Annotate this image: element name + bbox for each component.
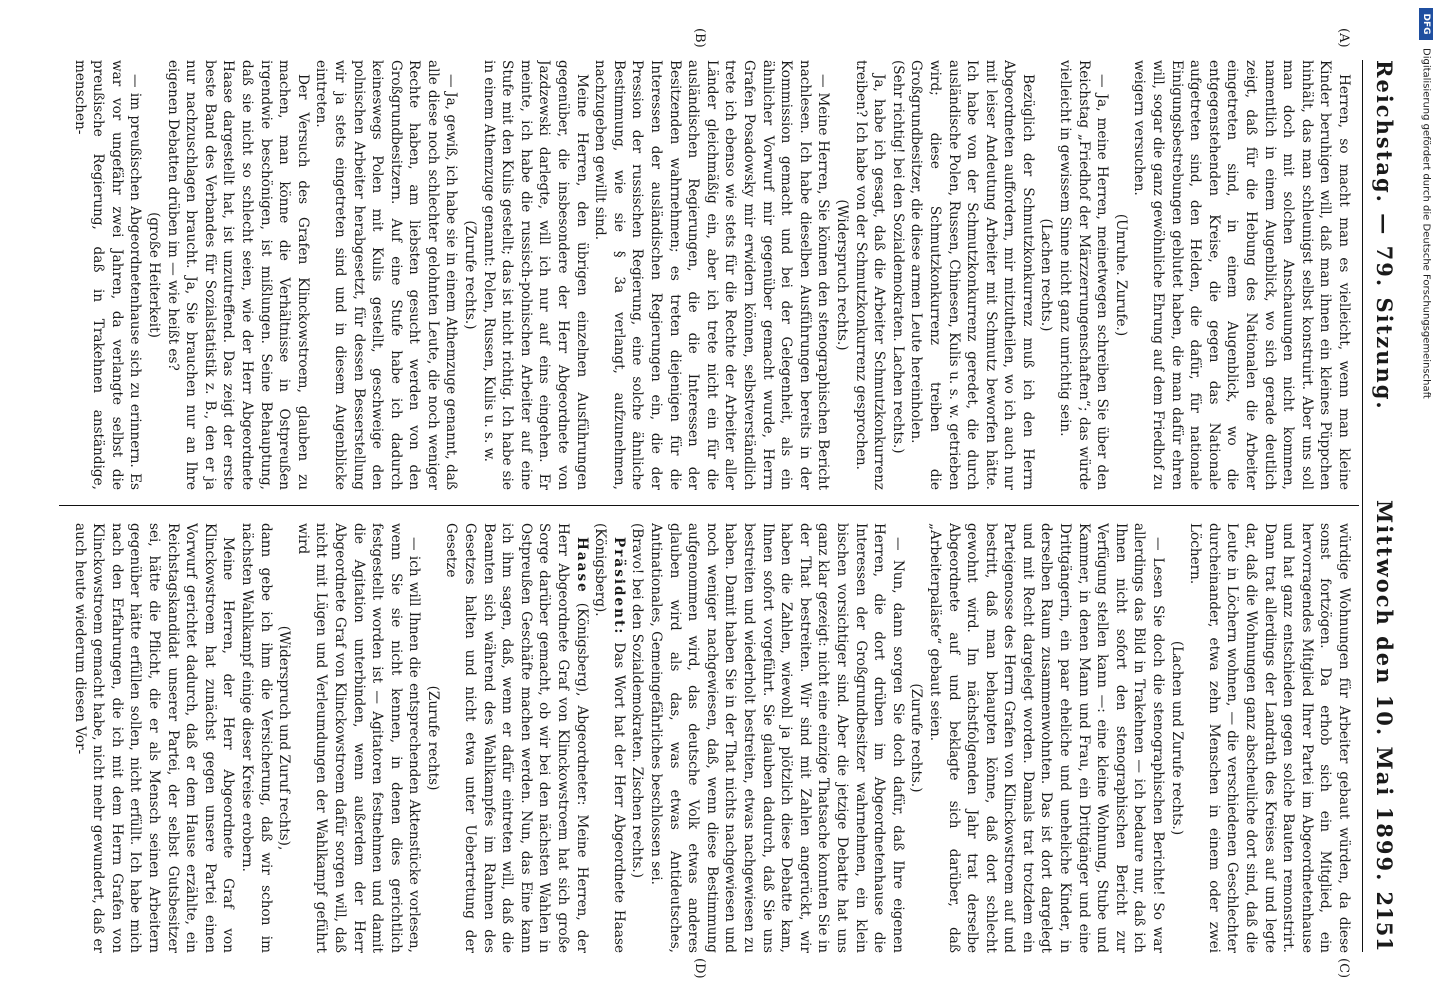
paragraph: — Nun, dann sorgen Sie doch dafür, daß Ihre eigenen Herren, die dort drüben im Abgeordnetenhause die Interessen der Großgrundbesitzer wahrnehmen, ein klein bischen vorsichtiger sind. Aber die jetzige Debatte hat uns ganz klar gezeigt: nicht eine einzige Thatsache konnten Sie in der That bestreiten. Wir sind mit Zahlen angerückt, wir haben die Zahlen, wiewohl ja plötzlich diese Debatte kam, Ihnen sofort vorgeführt. Sie glauben dadurch, daß Sie uns bestreiten und wiederholt bestreiten, etwas nachgewiesen zu haben. Damit haben Sie in der That nichts nachgewiesen und noch weniger nachgewiesen, daß, wenn diese Bestimmung aufgenommen wird, das deutsche Volk etwas anderes glauben wird als das, was etwas Antideutsches, Antinationales, Gemeingefährliches beschlossen sei.: [648, 523, 906, 953]
paragraph: dann gebe ich ihm die Versicherung, daß wir schon im nächsten Wahlkampf einige dieser Kreise erobern.: [238, 523, 274, 953]
page-header: [1363, 60, 1397, 952]
paragraph: Herren, so macht man es vielleicht, wenn man kleine Kinder beruhigen will, daß man ihnen ein kleines Püppchen hinhält, das man schleunigst selbst konstruirt. Aber uns soll man doch mit solchen Anschauungen nicht kommen, namentlich in einem Augenblick, wo sich gerade deutlich zeigt, daß für die Hebung des Nationalen die Arbeiter eingetreten sind, in einem Augenblick, wo die entgegenstehenden Kreise, die gegen das Nationale aufgetreten sind, den Helden, die dafür, für nationale Einigungsbestrebungen geblutet haben, die man dafür ehren will, sogar die ganz gewöhnliche Ehrung auf dem Friedhof zu weigern versuchen.: [1131, 60, 1352, 490]
paragraph: — Meine Herren, Sie können den stenographischen Bericht nachlesen. Ich habe dieselben Ausführungen bereits in der Kommission gemacht und bei der Gelegenheit, als ein ähnlicher Vorwurf mir gegenüber gemacht wurde, Herrn Grafen Posadowsky mir erwidern können, selbstverständlich trete ich ebenso wie stets für die Rechte der Arbeiter aller Länder gleichmäßig ein, aber ich trete nicht ein für die ausländischen Regierungen, die die Interessen der Besitzenden wahrnehmen; es treten diejenigen für die Interessen der ausländischen Regierungen ein, die der Pression der russischen Regierung, eine solche ähnliche Bestimmung, wie sie § 3a verlangt, aufzunehmen, nachzugeben gewillt sind.: [592, 60, 832, 490]
paragraph: — Ja, gewiß, ich habe sie in einem Athemzuge genannt, daß alle diese noch schlechter gelohnten Leute, die noch weniger Rechte haben, am liebsten gesucht werden von den Großgrundbesitzern. Auf eine Stufe habe ich dadurch keineswegs Polen mit Kulis gestellt, geschweige den polnischen Arbeiter herabgesetzt, für dessen Besserstellung wir ja stets eingetreten sind und in diesem Augenblicke eintreten.: [313, 60, 460, 490]
paragraph: Meine Herren, der Herr Abgeordnete Graf von Klinckowstroem hat zunächst gegen unsere Partei einen Vorwurf gerichtet dadurch, daß er dem Hause erzählte, ein Reichstagskandidat unserer Partei, der selbst Gutsbesitzer sei, hätte die Pflicht, die er als Mensch seinen Arbeitern gegenüber hätte erfüllen sollen, nicht erfüllt. Ich habe mich nach den Erfahrungen, die ich mit dem Herrn Grafen von Klinckowstroem gemacht habe, nicht mehr gewundert, daß er auch heute wiederum diesen Vor-: [71, 523, 237, 953]
right-column: [53, 523, 1353, 953]
margin-marker-c: (C): [1336, 958, 1351, 979]
paragraph: — ich will Ihnen die entsprechenden Aktenstücke vorlesen, wenn Sie sie nicht kennen, in denen dies gerichtlich festgestellt worden ist — Agitatoren festnehmen und damit die Agitation unterbinden, wenn außerdem der Herr Abgeordnete Graf von Klinckowstroem dafür sorgen will, daß nicht mit Lügen und Verleumdungen der Wahlkampf geführt wird: [294, 523, 423, 953]
left-column: [53, 60, 1353, 490]
page-number: 2151: [1372, 891, 1397, 952]
paragraph: — im preußischen Abgeordnetenhause sich zu erinnern. Es war vor ungefähr zwei Jahren, da verlangte selbst die preußische Regierung, daß in Trakehnen anständige, menschen-: [71, 60, 144, 490]
interjection: (große Heiterkeit): [146, 212, 162, 338]
speaker-name: Haase: [573, 537, 590, 594]
paragraph: Meine Herren, den übrigen einzelnen Ausführungen gegenüber, die insbesondere der Herr Abgeordnete von Jazdzewski darlegte, will ich nur auf eins eingehen. Er meinte, ich habe die russisch-polnischen Arbeiter auf eine Stufe mit den Kulis gestellt; das ist nicht richtig. Ich habe sie in einem Athemzuge genannt: Polen, Russen, Kulis u. s. w.: [480, 60, 590, 490]
header-rule: [1362, 60, 1363, 952]
paragraph: — Ja, meine Herren, meinetwegen schreiben Sie über den Reichstag „Friedhof der Märzzerrungenschaften“; das würde vielleicht in gewissem Sinne nicht ganz unrichtig sein.: [1057, 60, 1111, 490]
margin-marker-a: (A): [1336, 28, 1351, 48]
interjection: (Lachen und Zurufe rechts.): [1168, 640, 1185, 836]
document-page: [55, 20, 1415, 980]
column-divider: [59, 505, 1359, 506]
paragraph: Präsident: Das Wort hat der Herr Abgeordnete Haase (Königsberg).: [592, 523, 627, 953]
header-session: Reichstag. — 79. Sitzung.: [1372, 60, 1397, 411]
paragraph: Haase (Königsberg), Abgeordneter: Meine Herren, der Herr Abgeordnete Graf von Klinckowstroem hat sich große Sorge darüber gemacht, ob wir bei den nächsten Wahlen in Ostpreußen Geschäfte machen werden. Nun, das Eine kann ich ihm sagen, daß, wenn er dafür eintreten will, daß die Beamten sich während des Wahlkampfes im Rahmen des Gesetzes halten und nicht etwa unter Uebertretung der Gesetze: [443, 523, 590, 953]
paragraph: Bezüglich der Schmutzkonkurrenz muß ich den Herrn Abgeordneten auffordern, mir mitzutheilen, wo ich auch nur mit leiser Andeutung Arbeiter mit Schmutz beworfen hätte. Ich habe von der Schmutzkonkurrenz geredet, die durch ausländische Polen, Russen, Chinesen, Kulis u. s. w. getrieben wird; diese Schmutzkonkurrenz treiben die Großgrundbesitzer, die diese armen Leute hereinholen.: [908, 60, 1036, 490]
speaker-name: Präsident:: [610, 537, 627, 636]
credit-text: Digitalisierung gefördert durch die Deutsche Forschungsgemeinschaft: [1420, 48, 1432, 399]
header-date: Mittwoch den 10. Mai 1899.: [1372, 500, 1397, 883]
interjection: (Zurufe rechts.): [908, 683, 925, 793]
paragraph: Der Versuch des Grafen Klinckowstroem, glauben zu machen, man könne die Verhältnisse in Ostpreußen irgendwie beschönigen, ist mißlungen. Seine Behauptung, daß sie nicht so schlecht seien, wie der Herr Abgeordnete Haase dargestellt hat, ist unzutreffend. Das zeigt der erste beste Band des Verbandes für Sozialstatistik z. B., den er ja nur nachzuschlagen braucht. Ja, Sie brauchen nur an Ihre eigenen Debatten drüben im — wie heißt es?: [164, 60, 311, 490]
paragraph: (Sehr richtig! bei den Sozialdemokraten. Lachen rechts.): [889, 60, 906, 454]
interjection: (Widerspruch rechts.): [833, 199, 850, 351]
margin-marker-b: (B): [692, 28, 707, 48]
paragraph: würdige Wohnungen für Arbeiter gebaut würden, da diese sonst fortzögen. Da erhob sich ein Mitglied, ein hervorragendes Mitglied Ihrer Partei im Abgeordnetenhause und hat ganz entschieden gegen solche Bauten remonstrirt. Dann trat allerdings der Landrath des Kreises auf und legte dar, daß die Wohnungen ganz abscheuliche dort sind, daß die Leute in Löchern wohnen, — die verschiedenen Geschlechter durcheinander, etwa zehn Menschen in einem oder zwei Löchern.: [1187, 523, 1352, 953]
interjection: (Zurufe rechts.): [462, 220, 479, 330]
paragraph: Ja, habe ich gesagt, daß die Arbeiter Schmutzkonkurrenz treiben? Ich habe von der Schmutzkonkurrenz gesprochen.: [852, 60, 888, 490]
digitization-credit: [1419, 8, 1433, 992]
interjection: (Lachen rechts.): [1038, 218, 1055, 332]
margin-marker-d: (D): [692, 958, 707, 979]
paragraph: (Bravo! bei den Sozialdemokraten. Zischen rechts.): [629, 523, 646, 879]
interjection: (Widerspruch und Zuruf rechts),: [276, 625, 293, 851]
interjection: (Zurufe rechts): [424, 685, 441, 791]
dfg-logo: DFG: [1419, 8, 1433, 40]
interjection: (Unruhe. Zurufe.): [1112, 213, 1129, 337]
paragraph: — Lesen Sie doch die stenographischen Berichte! So war allerdings das Bild in Trakehnen — ich bedaure nur, daß ich Ihnen nicht sofort den stenographischen Bericht zur Verfügung stellen kann —: eine kleine Wohnung, Stube und Kammer, in denen Mann und Frau, ein Drittgänger und eine Drittgängerin, ein paar eheliche und uneheliche Kinder, in derselben Raum zusammenwohnten. Das ist dort dargelegt und mit Recht dargelegt worden. Damals trat trotzdem ein Parteigenosse des Herrn Grafen von Klinckowstroem auf und bestritt, daß man behaupten könne, daß dort schlecht gewohnt wird. Im nächstfolgenden Jahr trat derselbe Abgeordnete auf und beklagte sich darüber, daß „Arbeiterpaläste“ gebaut seien.: [926, 523, 1167, 953]
